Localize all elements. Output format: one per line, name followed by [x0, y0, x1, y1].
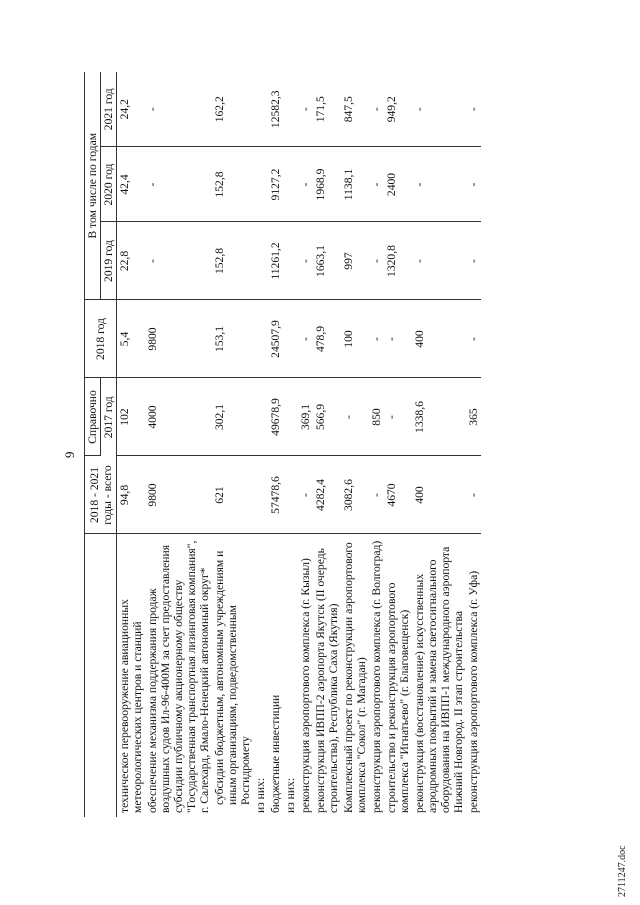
cell-y2021: 162,2 [212, 72, 253, 147]
table-row [253, 72, 268, 817]
cell-y2021: 171,5 [313, 72, 341, 147]
table-row [313, 72, 341, 817]
year-2018-header: 2018 год [85, 300, 117, 378]
cell-y2017: 369,1 [298, 378, 313, 456]
cell-y2020: 1138,1 [341, 147, 369, 222]
cell-y2019: 1663,1 [313, 222, 341, 300]
table-row [466, 72, 481, 817]
cell-y2017: 302,1 [212, 378, 253, 456]
page-number: 9 [62, 451, 77, 458]
cell-y2017: 1338,6 [412, 378, 466, 456]
row-label: реконструкция (восстановление) искусственных аэродромных покрытий и замена светосигнального оборудования на ИВПП-1 международного аэропорта Нижний Новгород. II этап строительства [413, 546, 465, 813]
cell-y2018: 9800 [145, 300, 212, 378]
table-row [369, 72, 384, 817]
cell-y2017: 566,9 [313, 378, 341, 456]
table-row [412, 72, 466, 817]
row-label: строительство и реконструкция аэропортового комплекса "Игнатьево" (г. Благовещенск) [385, 582, 411, 813]
cell-y2018: 24507,9 [268, 300, 283, 378]
table-row [283, 72, 298, 817]
table-row [268, 72, 283, 817]
cell-y2020: 1968,9 [313, 147, 341, 222]
cell-y2020 [253, 147, 268, 222]
cell-total: 621 [212, 456, 253, 534]
cell-y2018 [283, 300, 298, 378]
cell-y2020: - [466, 147, 481, 222]
budget-table [84, 72, 481, 817]
cell-y2018 [253, 300, 268, 378]
cell-y2019: 11261,2 [268, 222, 283, 300]
cell-y2021: - [145, 72, 212, 147]
cell-y2019 [283, 222, 298, 300]
cell-y2020: - [412, 147, 466, 222]
cell-total: 9800 [145, 456, 212, 534]
cell-y2017 [253, 378, 268, 456]
cell-y2020: 9127,2 [268, 147, 283, 222]
cell-total: 57478,6 [268, 456, 283, 534]
cell-y2019 [253, 222, 268, 300]
by-year-group-header: В том числе по годам [85, 72, 101, 300]
cell-y2021: 24,2 [117, 72, 146, 147]
cell-y2017: - [341, 378, 369, 456]
row-label: техническое перевооружение авиационных метеорологических центров и станций [118, 599, 144, 813]
cell-y2018: - [298, 300, 313, 378]
cell-total: 3082,6 [341, 456, 369, 534]
footer-doc-code: 2711247.doc [617, 845, 628, 897]
table-header [85, 72, 117, 817]
cell-y2020: - [369, 147, 384, 222]
cell-total [283, 456, 298, 534]
row-label: реконструкция аэропортового комплекса (г. Кызыл) [299, 558, 312, 813]
cell-total: - [298, 456, 313, 534]
cell-y2021: - [369, 72, 384, 147]
cell-y2021: - [466, 72, 481, 147]
cell-y2020: 152,8 [212, 147, 253, 222]
cell-y2017: 365 [466, 378, 481, 456]
table-row [117, 72, 146, 817]
row-label: из них: [254, 777, 267, 813]
cell-y2019: - [298, 222, 313, 300]
cell-total [253, 456, 268, 534]
table-row [145, 72, 212, 817]
row-label: из них: [284, 777, 297, 813]
cell-y2019: 997 [341, 222, 369, 300]
year-2021-header: 2021 год [101, 72, 117, 147]
cell-y2018: - [384, 300, 412, 378]
cell-y2019: 22,8 [117, 222, 146, 300]
cell-y2017: 850 [369, 378, 384, 456]
cell-total: 400 [412, 456, 466, 534]
cell-y2021 [253, 72, 268, 147]
row-label: реконструкция ИВПП-2 аэропорта Якутск (II очередь строительства), Республика Саха (Якутия) [314, 548, 340, 813]
cell-y2018: 100 [341, 300, 369, 378]
cell-y2021: - [298, 72, 313, 147]
cell-total: 94,8 [117, 456, 146, 534]
table-row [212, 72, 253, 817]
cell-y2017 [283, 378, 298, 456]
cell-total: - [466, 456, 481, 534]
row-label: реконструкция аэропортового комплекса (г. Уфа) [467, 570, 480, 813]
cell-y2018: - [466, 300, 481, 378]
cell-y2021: - [412, 72, 466, 147]
row-label: бюджетные инвестиции [269, 694, 282, 813]
row-label: Комплексный проект по реконструкции аэропортового комплекса "Сокол" (г. Магадан) [342, 542, 368, 813]
cell-y2018: 400 [412, 300, 466, 378]
cell-y2021 [283, 72, 298, 147]
table-body [117, 72, 482, 817]
label-column-header [85, 534, 117, 817]
cell-y2017: 49678,9 [268, 378, 283, 456]
cell-total: 4670 [384, 456, 412, 534]
year-2017-header: 2017 год [101, 378, 117, 456]
cell-y2017: - [384, 378, 412, 456]
cell-y2019: - [369, 222, 384, 300]
row-label: реконструкция аэропортового комплекса (г. Волгоград) [370, 540, 383, 813]
total-column-header: 2018 - 2021 годы - всего [85, 456, 117, 534]
cell-y2021: 949,2 [384, 72, 412, 147]
cell-y2017: 4000 [145, 378, 212, 456]
cell-y2018: 478,9 [313, 300, 341, 378]
cell-y2020: 42,4 [117, 147, 146, 222]
cell-y2017: 102 [117, 378, 146, 456]
cell-y2020 [283, 147, 298, 222]
year-2019-header: 2019 год [101, 222, 117, 300]
cell-y2019: 152,8 [212, 222, 253, 300]
cell-y2018: 5,4 [117, 300, 146, 378]
year-2020-header: 2020 год [101, 147, 117, 222]
cell-y2020: 2400 [384, 147, 412, 222]
cell-y2021: 12582,3 [268, 72, 283, 147]
cell-y2019: - [412, 222, 466, 300]
table-row [384, 72, 412, 817]
cell-y2020: - [298, 147, 313, 222]
row-label: субсидии бюджетным, автономным учреждениям и иным организациям, подведомственным Росгидромету [213, 550, 252, 805]
cell-y2018: - [369, 300, 384, 378]
table-row [341, 72, 369, 817]
cell-y2020: - [145, 147, 212, 222]
cell-y2021: 847,5 [341, 72, 369, 147]
cell-y2019: - [466, 222, 481, 300]
cell-y2018: 153,1 [212, 300, 253, 378]
row-label: обеспечение механизма поддержания продаж воздушных судов Ил-96-400М за счет предоставления субсидии публичному акционерному обществу "Государственная транспортная лизинговая компания", г. Салехард, Ямало-Ненецкий автономный округ* [146, 540, 211, 813]
cell-y2019: 1320,8 [384, 222, 412, 300]
cell-total: - [369, 456, 384, 534]
table-row [298, 72, 313, 817]
cell-total: 4282,4 [313, 456, 341, 534]
cell-y2019: - [145, 222, 212, 300]
reference-group-header: Справочно [85, 378, 101, 456]
